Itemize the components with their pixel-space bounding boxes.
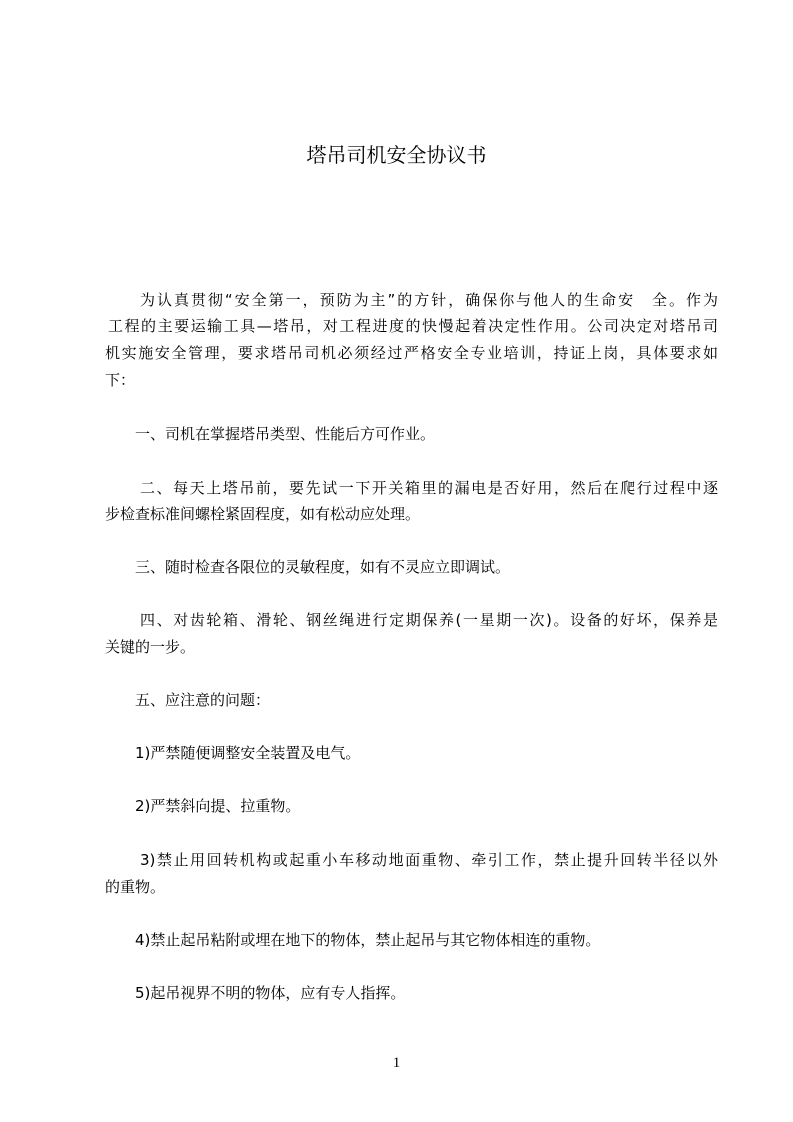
intro-line: 工程的主要运输工具—塔吊，对工程进度的快慢起着决定性作用。公司决定对塔吊司 <box>108 317 718 335</box>
clause-3: 三、随时检查各限位的灵敏程度，如有不灵应立即调试。 <box>135 558 511 576</box>
clause-4-cont: 关键的一步。 <box>105 638 196 656</box>
page-number: 1 <box>392 1055 401 1071</box>
sub-item-5: 5)起吊视界不明的物体，应有专人指挥。 <box>135 984 406 1002</box>
sub-item-3-cont: 的重物。 <box>105 878 166 896</box>
intro-line: 为认真贯彻“安全第一，预防为主”的方针，确保你与他人的生命安 全。作为 <box>140 291 718 309</box>
sub-item-3: 3)禁止用回转机构或起重小车移动地面重物、牵引工作，禁止提升回转半径以外 <box>140 851 718 869</box>
clause-2: 二、每天上塔吊前，要先试一下开关箱里的漏电是否好用，然后在爬行过程中逐 <box>140 479 718 497</box>
document-title: 塔吊司机安全协议书 <box>306 143 487 167</box>
sub-item-1: 1)严禁随便调整安全装置及电气。 <box>135 744 361 762</box>
sub-item-4: 4)禁止起吊粘附或埋在地下的物体，禁止起吊与其它物体相连的重物。 <box>135 931 601 949</box>
clause-1: 一、司机在掌握塔吊类型、性能后方可作业。 <box>135 425 436 443</box>
intro-line: 机实施安全管理，要求塔吊司机必须经过严格安全专业培训，持证上岗，具体要求如 <box>105 344 718 362</box>
clause-4: 四、对齿轮箱、滑轮、钢丝绳进行定期保养(一星期一次)。设备的好坏，保养是 <box>140 611 718 629</box>
intro-line: 下： <box>105 371 136 389</box>
clause-2-cont: 步检查标准间螺栓紧固程度，如有松动应处理。 <box>105 505 421 523</box>
clause-5: 五、应注意的问题： <box>135 691 271 709</box>
sub-item-2: 2)严禁斜向提、拉重物。 <box>135 797 301 815</box>
